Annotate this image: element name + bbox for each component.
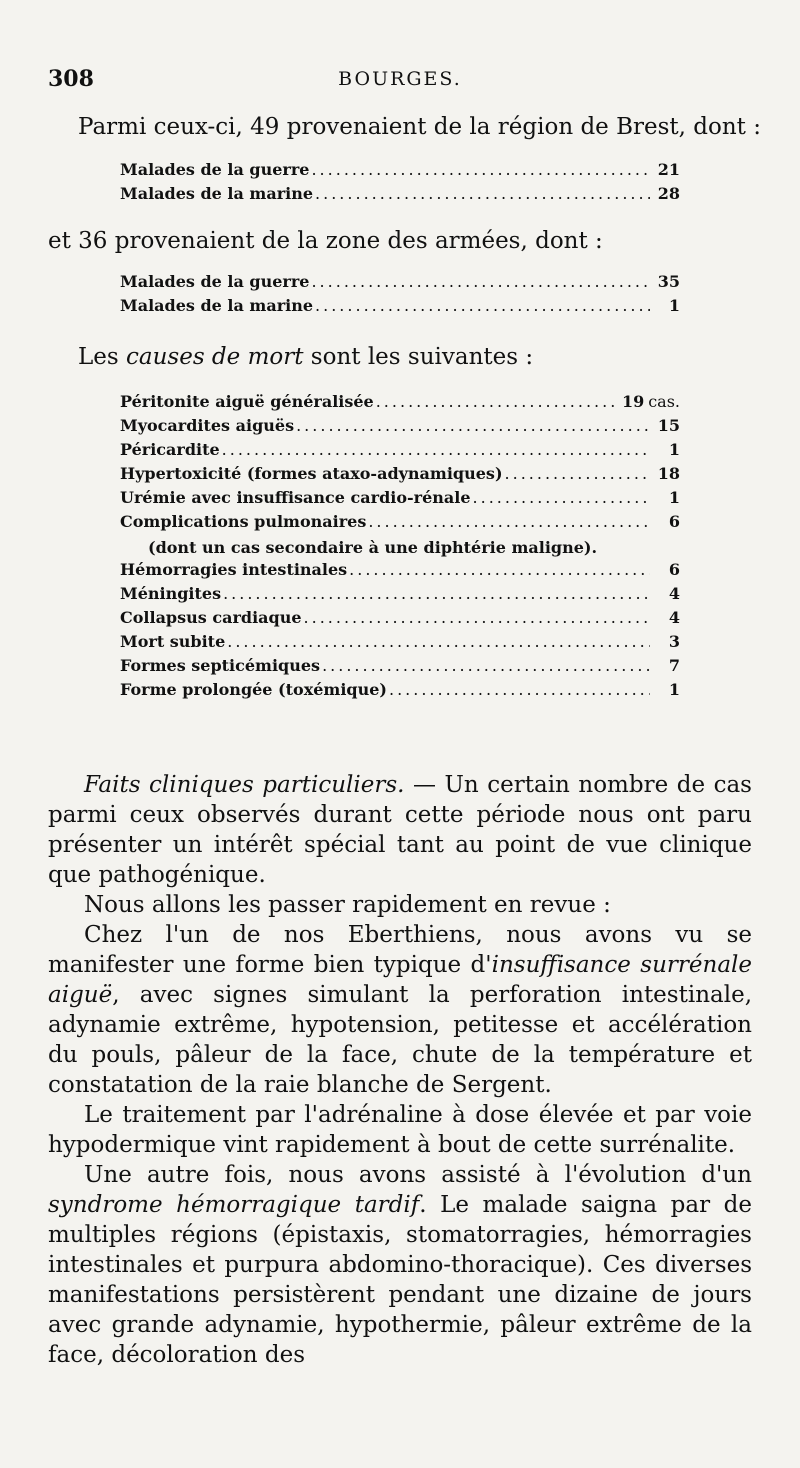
page-header: [48, 66, 752, 96]
running-head: BOURGES.: [338, 68, 462, 90]
list-item: Péritonite aiguë généralisée ..... 19 cas.: [120, 392, 680, 416]
list-item: Myocardites aiguës ..... 15: [120, 416, 680, 440]
list-item: Collapsus cardiaque ..... 4: [120, 608, 680, 632]
section1-list: [120, 160, 680, 208]
list-item: Complications pulmonaires ..... 6: [120, 512, 680, 536]
unit-label: cas.: [648, 392, 680, 411]
causes-de-mort: causes de mort: [126, 344, 304, 370]
paragraph: Le traitement par l'adrénaline à dose élevée et par voie hypodermique vint rapidement à bout de cette surrénalite.: [48, 1102, 752, 1158]
list-item: Formes septicémiques ..... 7: [120, 656, 680, 680]
page-number: 308: [48, 66, 94, 92]
section-heading: Faits cliniques particuliers.: [84, 772, 405, 798]
section2-intro: et 36 provenaient de la zone des armées, dont :: [48, 228, 603, 254]
list-item: Hypertoxicité (formes ataxo-adynamiques) ..... 18: [120, 464, 680, 488]
list-item: Malades de la marine ..... 28: [120, 184, 680, 208]
body-text: [48, 770, 752, 1370]
list-note: (dont un cas secondaire à une diphtérie maligne).: [148, 538, 598, 557]
causes-list: [120, 392, 680, 704]
list-item: Péricardite ..... 1: [120, 440, 680, 464]
paragraph: Une autre fois, nous avons assisté à l'évolution d'un syndrome hémorragique tardif. Le malade saigna par de multiples régions (épistaxis, stomatorragies, hémorragies intestinales et purpura abdomino-thoracique). Ces diverses manifestations persistèrent pendant une dizaine de jours avec grande adynamie, hypothermie, pâleur extrême de la face, décoloration des: [48, 1162, 752, 1368]
section1-intro: Parmi ceux-ci, 49 provenaient de la région de Brest, dont :: [78, 114, 761, 140]
list-item: Malades de la marine ..... 1: [120, 296, 680, 320]
list-item: Urémie avec insuffisance cardio-rénale ..... 1: [120, 488, 680, 512]
intro-number: 49: [250, 114, 280, 140]
paragraph: Nous allons les passer rapidement en revue :: [84, 892, 611, 918]
list-item: Malades de la guerre ..... 35: [120, 272, 680, 296]
paragraph: Faits cliniques particuliers. — Un certain nombre de cas parmi ceux observés durant cette période nous ont paru présenter un intérêt spécial tant au point de vue clinique que pathogénique.: [48, 772, 752, 888]
paragraph: Chez l'un de nos Eberthiens, nous avons vu se manifester une forme bien typique d'insuffisance surrénale aiguë, avec signes simulant la perforation intestinale, adynamie extrême, hypotension, petitesse et accélération du pouls, pâleur de la face, chute de la température et constatation de la raie blanche de Sergent.: [48, 922, 752, 1098]
section3-intro: Les causes de mort sont les suivantes :: [78, 344, 534, 370]
section2-list: [120, 272, 680, 320]
list-item: Malades de la guerre ..... 21: [120, 160, 680, 184]
list-item: Hémorragies intestinales ..... 6: [120, 560, 680, 584]
list-item: Forme prolongée (toxémique) ..... 1: [120, 680, 680, 704]
list-item: Méningites ..... 4: [120, 584, 680, 608]
list-item: Mort subite ..... 3: [120, 632, 680, 656]
